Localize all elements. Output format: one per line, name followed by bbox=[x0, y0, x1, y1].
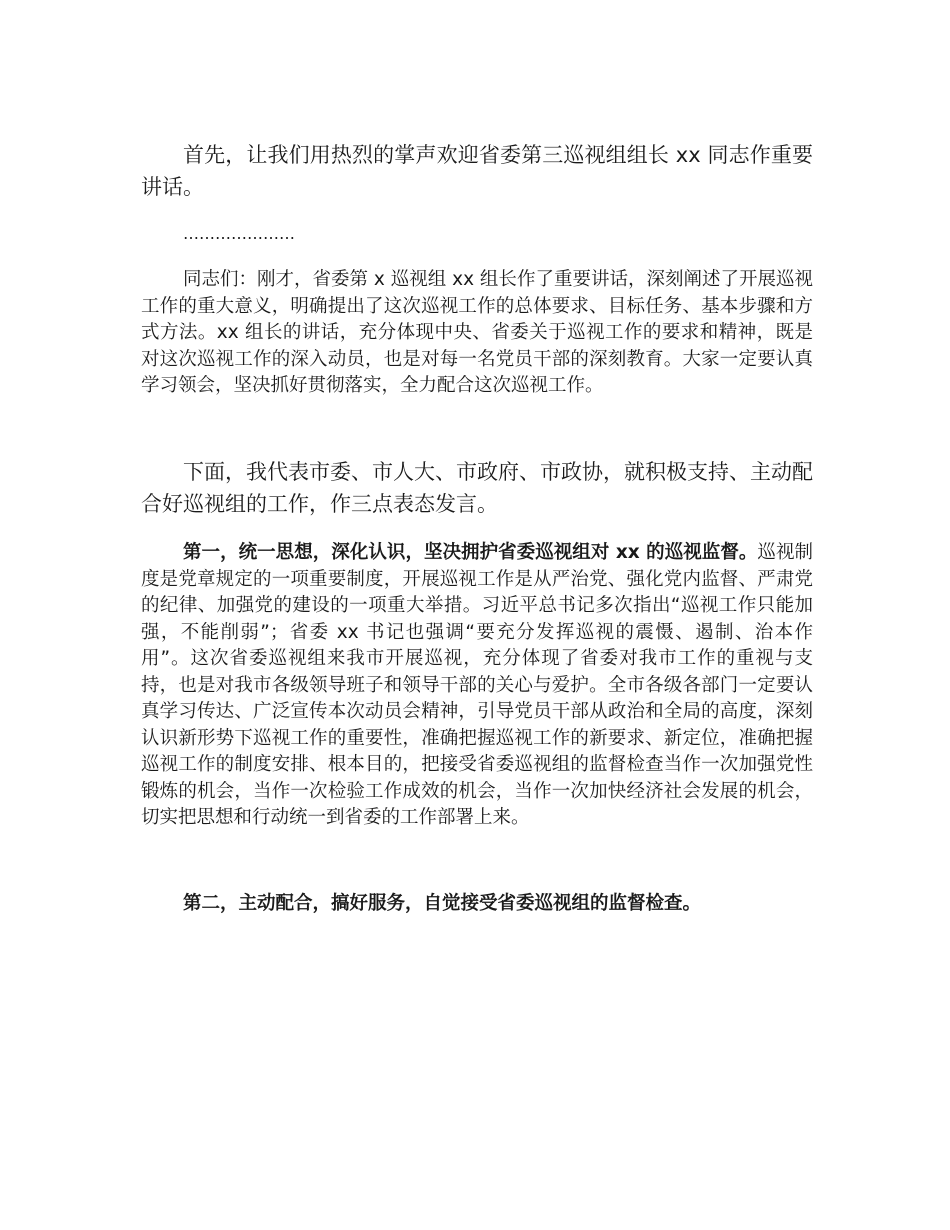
paragraph-intro-statement: 下面，我代表市委、市人大、市政府、市政协，就积极支持、主动配合好巡视组的工作，作三点表态发言。 bbox=[141, 460, 813, 516]
paragraph-point-one bbox=[141, 540, 813, 832]
paragraph-ellipsis: ………………… bbox=[183, 224, 295, 243]
paragraph-summary: 同志们：刚才，省委第 x 巡视组 xx 组长作了重要讲话，深刻阐述了开展巡视工作的重大意义，明确提出了这次巡视工作的总体要求、目标任务、基本步骤和方式方法。xx 组长的讲话，充分体现中央、省委关于巡视工作的要求和精神，既是对这次巡视工作的深入动员，也是对每一名党员干部的深刻教育。大家一定要认真学习领会，坚决抓好贯彻落实，全力配合这次巡视工作。 bbox=[141, 269, 813, 396]
paragraph-welcome: 首先，让我们用热烈的掌声欢迎省委第三巡视组组长 xx 同志作重要讲话。 bbox=[141, 143, 813, 199]
paragraph-point-two-heading: 第二，主动配合，搞好服务，自觉接受省委巡视组的监督检查。 bbox=[183, 893, 702, 914]
point-one-body: 巡视制度是党章规定的一项重要制度，开展巡视工作是从严治党、强化党内监督、严肃党的纪律、加强党的建设的一项重大举措。习近平总书记多次指出“巡视工作只能加强，不能削弱”；省委 xx 书记也强调“要充分发挥巡视的震慑、遏制、治本作用”。这次省委巡视组来我市开展巡视，充分体现了省委对我市工作的重视与支持，也是对我市各级领导班子和领导干部的关心与爱护。全市各级各部门一定要认真学习传达、广泛宣传本次动员会精神，引导党员干部从政治和全局的高度，深刻认识新形势下巡视工作的重要性，准确把握巡视工作的新要求、新定位，准确把握巡视工作的制度安排、根本目的，把接受省委巡视组的监督检查当作一次加强党性锻炼的机会，当作一次检验工作成效的机会，当作一次加快经济社会发展的机会，切实把思想和行动统一到省委的工作部署上来。 bbox=[141, 542, 813, 828]
point-one-heading: 第一，统一思想，深化认识，坚决拥护省委巡视组对 xx 的巡视监督。 bbox=[183, 542, 758, 563]
